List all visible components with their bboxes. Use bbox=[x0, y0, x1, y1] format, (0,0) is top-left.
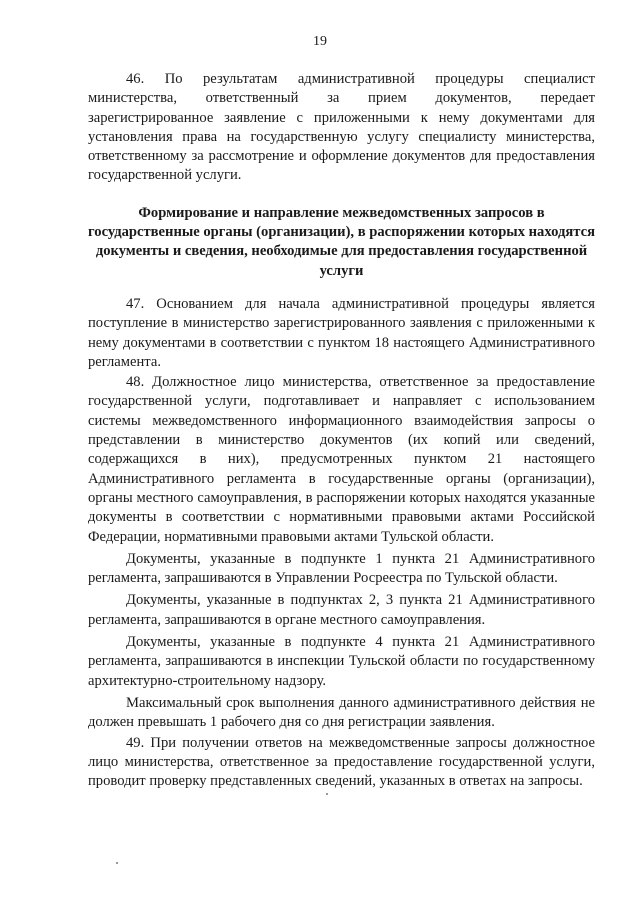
paragraph-documents-subitems-2-3: Документы, указанные в подпунктах 2, 3 пункта 21 Административного регламента, запрашиваются в органе местного самоуправления. bbox=[88, 592, 595, 628]
paragraph-documents-subitem-1: Документы, указанные в подпункте 1 пункта 21 Административного регламента, запрашиваются в Управлении Росреестра по Тульской области. bbox=[88, 550, 595, 587]
document-body bbox=[88, 70, 595, 791]
paragraph-48: 48. Должностное лицо министерства, ответственное за предоставление государственной услуги, подготавливает и направляет с использованием системы межведомственного информационного взаимодействия запросы о представлении в министерство документов (их копий или сведений, содержащихся в них), предусмотренных пунктом 21 настоящего Административного регламента в государственные органы (организации), органы местного самоуправления, в распоряжении которых находятся указанные документы в соответствии с нормативными правовыми актами Российской Федерации, нормативными правовыми актами Тульской области. bbox=[88, 374, 595, 545]
paragraph-46: 46. По результатам административной процедуры специалист министерства, ответственный за прием документов, передает зарегистрированное заявление с приложенными к нему документами для установления права на государственную услугу специалисту министерства, ответственному за рассмотрение и оформление документов для предоставления государственной услуги. bbox=[88, 71, 595, 184]
paragraph-max-term: Максимальный срок выполнения данного административного действия не должен превышать 1 рабочего дня со дня регистрации заявления. bbox=[88, 694, 595, 731]
section-heading: Формирование и направление межведомственных запросов в государственные органы (организации), в распоряжении которых находятся документы и сведения, необходимые для предоставления государственной услуги bbox=[88, 204, 595, 279]
paragraph-documents-subitem-4: Документы, указанные в подпункте 4 пункта 21 Административного регламента, запрашиваются в инспекции Тульской области по государственному архитектурно-строительному надзору. bbox=[88, 634, 595, 689]
paragraph-49: 49. При получении ответов на межведомственные запросы должностное лицо министерства, ответственное за предоставление государственной услуги, проводит проверку представленных сведений, указанных в ответах на запросы. bbox=[88, 734, 595, 790]
scan-speck bbox=[326, 793, 328, 795]
page-number: 19 bbox=[313, 34, 327, 49]
paragraph-47: 47. Основанием для начала административной процедуры является поступление в министерство зарегистрированного заявления с приложенными к нему документами в соответствии с пунктом 18 настоящего Административного регламента. bbox=[88, 295, 595, 370]
scan-speck bbox=[116, 862, 118, 864]
